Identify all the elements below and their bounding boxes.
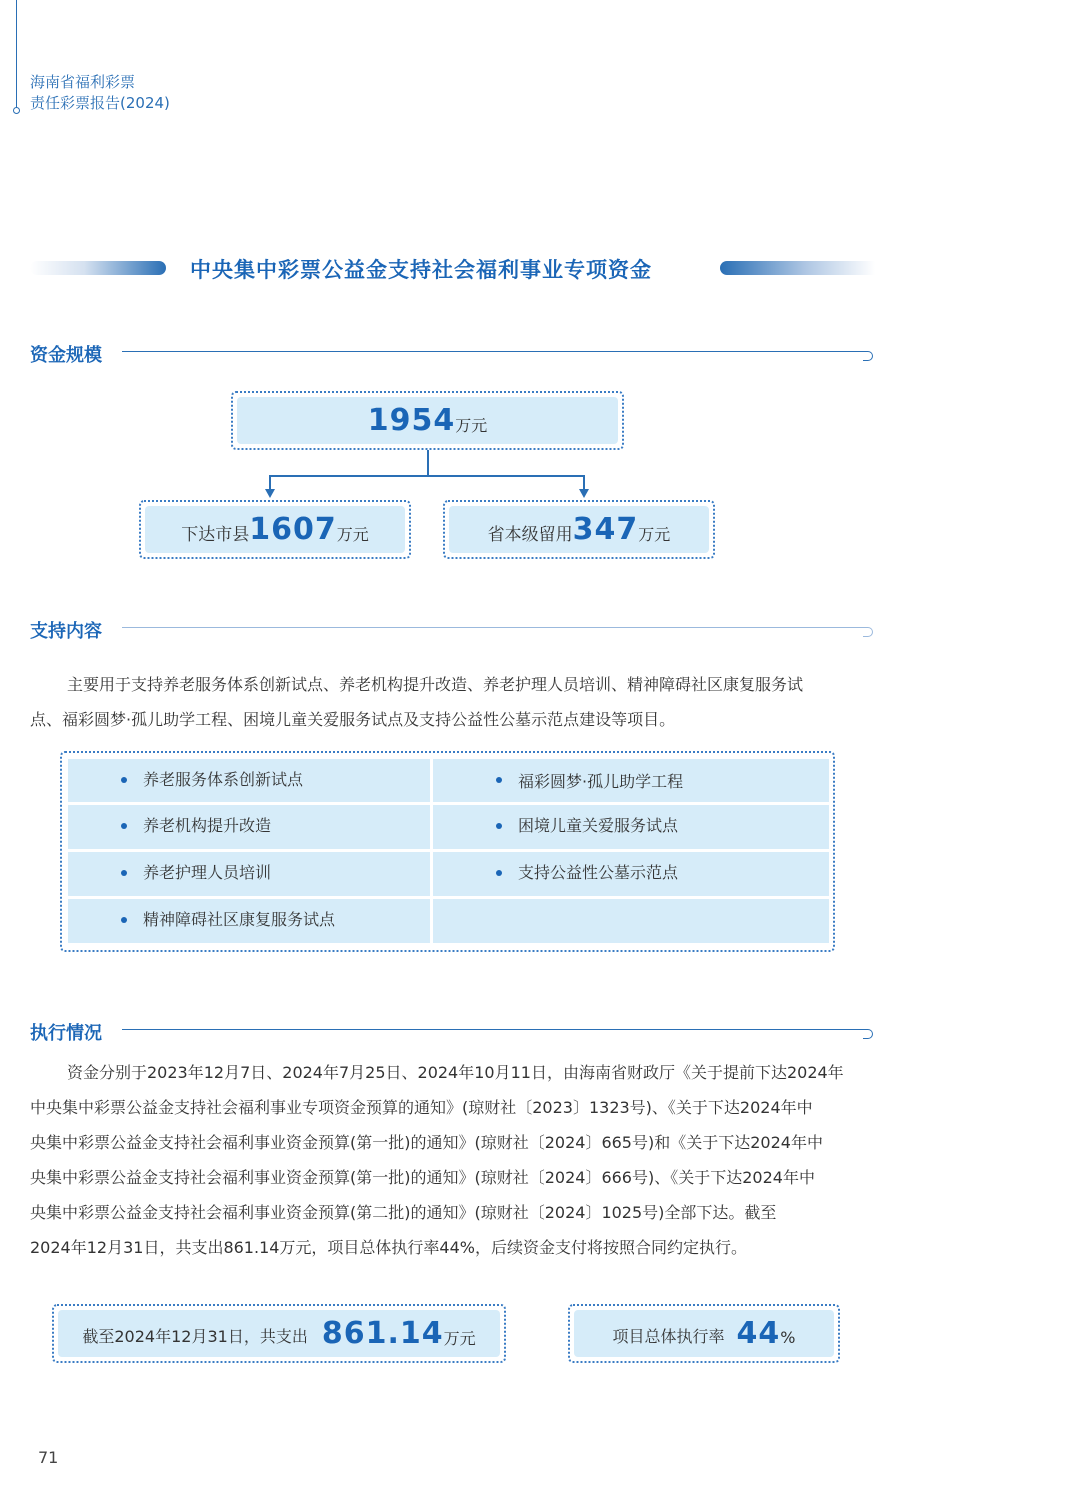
total-fund-fill — [237, 397, 618, 444]
execution-line-6: 2024年12月31日，共支出861.14万元，项目总体执行率44%，后续资金支付将按照合同约定执行。 — [30, 1238, 747, 1257]
execution-rate-box — [568, 1304, 840, 1363]
city-county-unit: 万元 — [336, 525, 369, 544]
section-label-support: 支持内容 — [30, 621, 102, 642]
report-header — [30, 72, 170, 114]
provincial-fund-box — [443, 500, 715, 559]
city-county-fund-fill — [145, 506, 405, 553]
support-items-grid — [60, 751, 835, 952]
title-bar-right-decoration — [720, 261, 875, 275]
side-accent-dot — [13, 107, 20, 114]
execution-line-2: 中央集中彩票公益金支持社会福利事业专项资金预算的通知》(琼财社〔2023〕1323号)、《关于下达2024年中 — [30, 1098, 813, 1117]
section-header-support — [30, 617, 875, 643]
execution-rate-value: 44 — [736, 1316, 781, 1351]
execution-line-4: 央集中彩票公益金支持社会福利事业资金预算(第一批)的通知》(琼财社〔2024〕666号)、《关于下达2024年中 — [30, 1168, 815, 1187]
total-spent-box — [52, 1304, 506, 1363]
support-paragraph-line-1: 主要用于支持养老服务体系创新试点、养老机构提升改造、养老护理人员培训、精神障碍社区康复服务试 — [67, 675, 804, 694]
list-item: 养老机构提升改造 — [68, 805, 430, 849]
header-line-2: 责任彩票报告(2024) — [30, 94, 170, 112]
list-item: 精神障碍社区康复服务试点 — [68, 899, 430, 943]
list-item: 养老护理人员培训 — [68, 852, 430, 896]
section-curl-icon — [863, 351, 873, 361]
provincial-fund-fill — [449, 506, 709, 553]
main-title-block — [30, 254, 875, 284]
section-divider-support — [122, 627, 867, 628]
total-fund-unit: 万元 — [455, 416, 488, 435]
list-item: 养老服务体系创新试点 — [68, 759, 430, 802]
connector-right-drop — [583, 475, 585, 489]
main-title: 中央集中彩票公益金支持社会福利事业专项资金 — [190, 258, 652, 282]
total-spent-fill — [58, 1310, 500, 1357]
execution-rate-unit: % — [780, 1328, 796, 1347]
arrow-down-icon — [265, 489, 275, 498]
list-item-empty — [433, 899, 829, 943]
total-fund-value: 1954 — [367, 403, 456, 438]
connector-left-drop — [269, 475, 271, 489]
execution-line-1: 资金分别于2023年12月7日、2024年7月25日、2024年10月11日，由海南省财政厅《关于提前下达2024年 — [67, 1063, 844, 1082]
execution-line-3: 央集中彩票公益金支持社会福利事业资金预算(第一批)的通知》(琼财社〔2024〕665号)和《关于下达2024年中 — [30, 1133, 823, 1152]
arrow-down-icon — [579, 489, 589, 498]
city-county-value: 1607 — [249, 512, 337, 547]
execution-paragraph — [30, 1055, 868, 1265]
list-item: 福彩圆梦·孤儿助学工程 — [433, 759, 829, 802]
city-county-fund-box — [139, 500, 411, 559]
header-line-1: 海南省福利彩票 — [30, 73, 136, 91]
section-curl-icon — [863, 627, 873, 637]
execution-line-5: 央集中彩票公益金支持社会福利事业资金预算(第二批)的通知》(琼财社〔2024〕1025号)全部下达。截至 — [30, 1203, 777, 1222]
city-county-label: 下达市县 — [181, 525, 250, 545]
connector-vertical-main — [427, 450, 429, 476]
section-curl-icon — [863, 1029, 873, 1039]
provincial-unit: 万元 — [638, 525, 671, 544]
list-item: 支持公益性公墓示范点 — [433, 852, 829, 896]
connector-horizontal — [269, 475, 585, 477]
total-fund-box — [231, 391, 624, 450]
execution-rate-label: 项目总体执行率 — [612, 1327, 725, 1346]
provincial-label: 省本级留用 — [487, 525, 573, 545]
total-spent-value: 861.14 — [321, 1316, 444, 1351]
section-label-execution: 执行情况 — [30, 1023, 102, 1044]
title-bar-left-decoration — [30, 261, 166, 275]
total-spent-label: 截至2024年12月31日，共支出 — [82, 1327, 308, 1346]
support-paragraph-line-2: 点、福彩圆梦·孤儿助学工程、困境儿童关爱服务试点及支持公益性公墓示范点建设等项目。 — [30, 710, 676, 729]
section-header-scale — [30, 341, 875, 367]
section-divider-scale — [122, 351, 867, 352]
side-accent-line — [16, 0, 17, 108]
section-label-scale: 资金规模 — [30, 345, 102, 366]
section-header-execution — [30, 1019, 875, 1045]
section-divider-execution — [122, 1029, 867, 1030]
execution-rate-fill — [574, 1310, 834, 1357]
provincial-value: 347 — [572, 512, 639, 547]
list-item: 困境儿童关爱服务试点 — [433, 805, 829, 849]
support-paragraph — [30, 667, 868, 737]
total-spent-unit: 万元 — [443, 1329, 476, 1348]
page-number: 71 — [38, 1448, 59, 1467]
